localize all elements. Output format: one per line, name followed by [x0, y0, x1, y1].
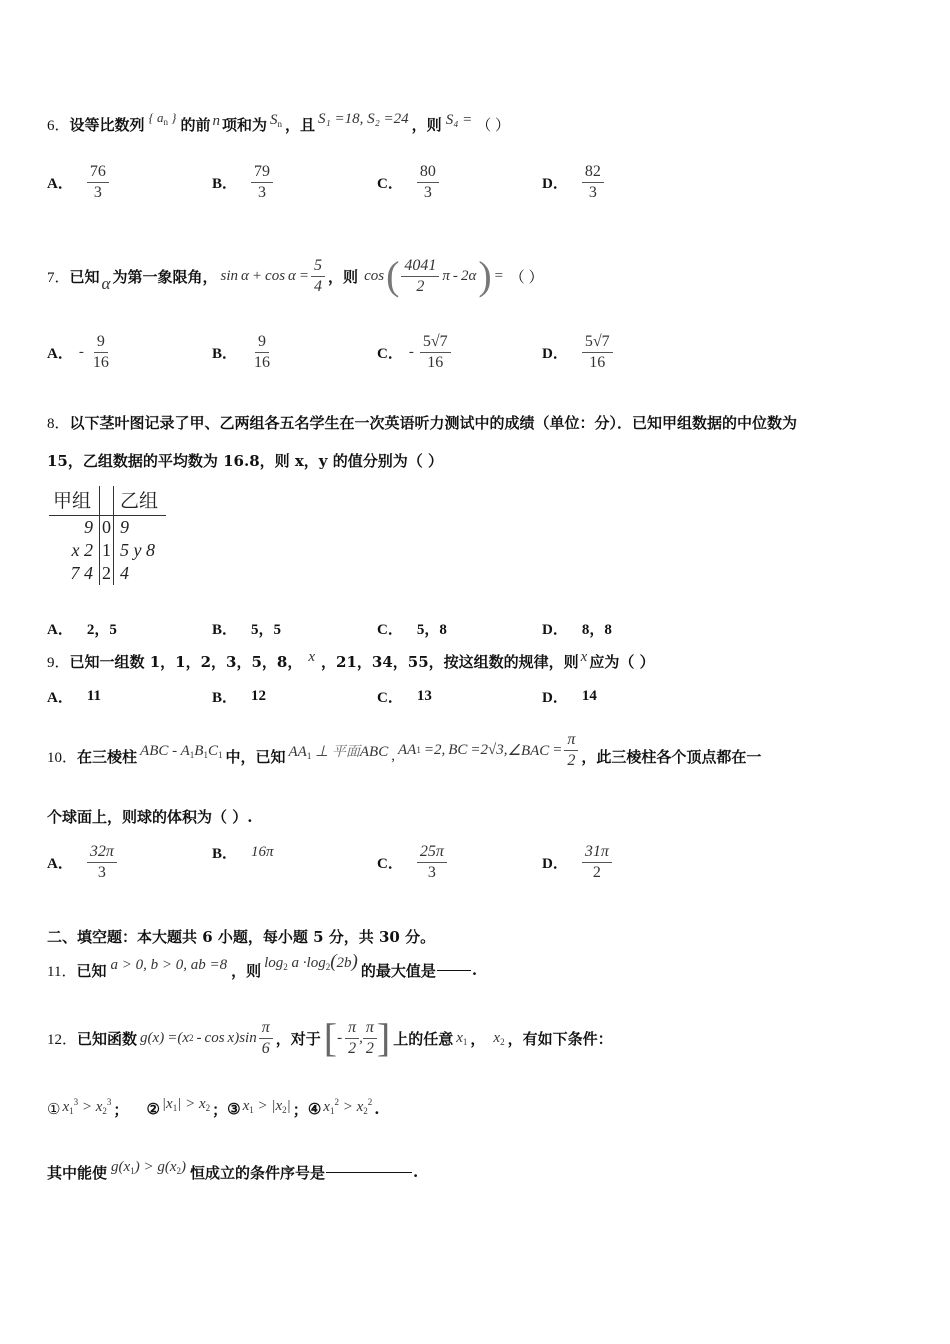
option-c[interactable]: [377, 162, 439, 203]
option-label: B．: [212, 346, 238, 362]
q10-comma: ,: [391, 747, 395, 764]
q11-answer-blank[interactable]: [437, 970, 471, 971]
option-b[interactable]: [212, 332, 273, 373]
option-numerator: 76: [87, 162, 109, 183]
q10-text-1: 在三棱柱: [77, 747, 138, 766]
option-text: 14: [581, 688, 597, 704]
stem-value: 2: [102, 563, 112, 583]
q7-number: 7．: [47, 269, 70, 286]
q12-text-3: 上的任意: [393, 1029, 454, 1048]
condition-1-marker: ①: [47, 1100, 61, 1118]
q9-math-x1: x: [308, 649, 316, 665]
stem-header-right: 乙组: [114, 486, 167, 516]
condition-sep-1: ；: [113, 1100, 129, 1119]
condition-sep-2: ；: [212, 1100, 228, 1119]
option-c[interactable]: [377, 686, 446, 707]
option-a[interactable]: [47, 618, 131, 639]
stem-leaf-right: 9: [114, 516, 167, 540]
condition-end: .: [374, 1100, 380, 1118]
q12-math-x1: $x_1$: [456, 1029, 468, 1047]
option-a[interactable]: [47, 332, 112, 373]
q10-line-2: 个球面上，则球的体积为（ ）.: [47, 808, 253, 826]
condition-4-marker: ④: [307, 1100, 322, 1118]
q7-text-2: 为第一象限角，: [112, 267, 218, 286]
q12-answer-blank[interactable]: [326, 1172, 412, 1173]
option-label: A．: [47, 622, 73, 638]
option-denominator: 2: [592, 864, 601, 881]
q9-text-3: 应为（ ）: [589, 653, 655, 671]
option-d[interactable]: [542, 686, 611, 707]
q11-number: 11．: [47, 963, 77, 980]
option-text: 8，8: [581, 622, 612, 638]
option-label: D．: [542, 622, 568, 638]
q6-math-n: n: [212, 112, 220, 129]
q6-math-sn: $S_n$: [269, 111, 282, 129]
option-numerator: 5√7: [420, 332, 451, 353]
option-label: C．: [377, 346, 403, 362]
option-denominator: 16: [254, 354, 271, 371]
q6-stem: [47, 108, 510, 140]
stem-header-gap: [100, 486, 114, 516]
option-fraction: [87, 842, 117, 883]
q6-paren: （ ）: [476, 117, 511, 134]
option-numerator: 31π: [582, 842, 612, 863]
q12-text-6: 其中能使: [47, 1163, 108, 1182]
q12-text-1: 已知函数: [77, 1029, 138, 1048]
q12-math-x2: $x_2$: [493, 1029, 505, 1047]
q10-math-perp: $AA_1$ ⊥ 平面ABC: [288, 744, 389, 761]
option-numerator: 82: [582, 162, 604, 183]
condition-2-marker: ②: [146, 1100, 160, 1118]
option-d[interactable]: [542, 842, 612, 883]
stem-leaf-right: 4: [114, 562, 167, 585]
q10-text-3: ，此三棱柱各个顶点都在一: [581, 747, 762, 766]
q6-math-an: { $a_n$ }: [148, 109, 177, 127]
stem-value: 0: [102, 517, 112, 537]
option-denominator: 16: [427, 354, 444, 371]
option-denominator: 3: [588, 184, 597, 201]
option-label: B．: [212, 176, 238, 192]
q6-text-5: ，则: [411, 115, 442, 134]
q7-math-cond: sin α + cos α = $\frac{5}{4}$: [220, 256, 325, 297]
option-label: A．: [47, 176, 73, 192]
option-numerator: 5√7: [582, 332, 613, 353]
q10-math-cond: AA 1 =2, BC =2√3, ∠BAC = $\frac{\pi}{2}$: [398, 730, 578, 771]
q12-text-4: ，: [470, 1029, 486, 1048]
stem-leaf-left: 9: [49, 516, 100, 540]
option-c[interactable]: [377, 842, 447, 883]
q12-text-2: ，对于: [275, 1029, 321, 1048]
q6-text-2: 的前: [180, 115, 211, 134]
q8-line-1: [47, 412, 797, 433]
option-label: C．: [377, 690, 403, 706]
stem-leaf-plot: [49, 486, 166, 585]
option-text: 5，8: [416, 622, 447, 638]
q9-stem: [47, 651, 655, 672]
option-text: 16π: [251, 844, 274, 860]
q9-number: 9．: [47, 655, 70, 671]
option-sign: -: [78, 344, 84, 360]
option-label: D．: [542, 346, 568, 362]
q7-text-3: ，则: [328, 267, 359, 286]
q9-text-1: 已知一组数 1，1，2，3，5，8，: [69, 653, 303, 671]
q7-paren: （ ）: [509, 269, 544, 286]
stem-leaf-left: 7 4: [49, 562, 100, 585]
option-a[interactable]: [47, 686, 115, 707]
stem-leaf-left: x 2: [49, 539, 100, 562]
q12-question: [47, 1154, 418, 1190]
q10-math-prism: ABC - $A_1B_1C_1$: [140, 742, 223, 760]
q11-text-4: .: [471, 961, 478, 979]
q12-math-func: g ( x ) =( x 2 - cos x )sin $\frac{\pi}{6}$: [140, 1018, 273, 1059]
option-label: A．: [47, 346, 73, 362]
stem-row: [49, 516, 166, 540]
condition-2: $|x_1| > x_2$: [161, 1095, 211, 1113]
stem-leaf-table: [49, 486, 166, 585]
option-numerator: 32π: [87, 842, 117, 863]
condition-3: $x_1 > |x_2|$: [242, 1097, 291, 1115]
option-denominator: 3: [427, 864, 436, 881]
q12-number: 12．: [47, 1031, 78, 1048]
q8-line-2: 15，乙组数据的平均数为 16.8，则 x，y 的值分别为（ ）: [47, 452, 443, 470]
q6-text-3: 项和为: [221, 115, 267, 134]
q11-math-cond: a > 0, b > 0, ab =8: [110, 956, 228, 973]
option-fraction: [417, 162, 439, 203]
stem-header-left: 甲组: [49, 486, 100, 516]
option-fraction: [90, 332, 112, 373]
q10-text-2: 中，已知: [225, 747, 286, 766]
q8-text-1: 以下茎叶图记录了甲、乙两组各五名学生在一次英语听力测试中的成绩（单位：分）．已知甲组数据的中位数为: [69, 414, 798, 432]
option-numerator: 80: [417, 162, 439, 183]
option-label: A．: [47, 856, 73, 872]
option-d[interactable]: [542, 332, 613, 373]
condition-3-marker: ③: [227, 1100, 241, 1118]
option-fraction: [582, 162, 604, 203]
option-label: B．: [212, 690, 238, 706]
option-numerator: 25π: [417, 842, 447, 863]
option-denominator: 3: [423, 184, 432, 201]
option-label: C．: [377, 176, 403, 192]
q11-text-2: ，则: [231, 961, 262, 980]
stem-value: 1: [102, 540, 112, 560]
q6-text-4: ，且: [284, 115, 315, 134]
option-b[interactable]: [212, 162, 273, 203]
option-c[interactable]: [377, 332, 451, 373]
q12-conditions: [47, 1096, 379, 1122]
q6-math-s4: S₄ =: [445, 111, 473, 128]
q11-stem: [47, 952, 477, 988]
section-2-heading: 二、填空题：本大题共 6 小题，每小题 5 分，共 30 分。: [47, 928, 436, 946]
condition-sep-3: ；: [292, 1100, 308, 1119]
option-d[interactable]: [542, 618, 626, 639]
q8-number: 8．: [47, 416, 70, 432]
q12-math-interval: [ - $\frac{\pi}{2}$ , $\frac{\pi}{2}$ ]: [323, 1015, 391, 1060]
option-b[interactable]: [212, 686, 280, 707]
option-fraction: [582, 842, 612, 883]
q10-stem: [47, 730, 761, 782]
q12-text-5: ，有如下条件：: [507, 1029, 613, 1048]
q6-text-1: 设等比数列: [69, 115, 145, 134]
option-denominator: 3: [93, 184, 102, 201]
q9-text-2: ，21，34，55，按这组数的规律，则: [321, 653, 579, 671]
q11-text-1: 已知: [76, 961, 107, 980]
option-fraction: [582, 332, 613, 373]
option-fraction: [420, 332, 451, 373]
option-b[interactable]: [212, 842, 274, 863]
option-text: 12: [251, 688, 267, 704]
option-label: D．: [542, 690, 568, 706]
option-label: D．: [542, 856, 568, 872]
option-sign: -: [408, 344, 414, 360]
option-label: A．: [47, 690, 73, 706]
option-label: C．: [377, 856, 403, 872]
q11-math-expr: $\log_2 a \cdot\log_2(2b)$: [264, 951, 358, 972]
q12-text-7: 恒成立的条件序号是: [189, 1163, 325, 1182]
q11-text-3: 的最大值是: [360, 961, 436, 980]
condition-4: $x_1^2 > x_2^2$: [323, 1096, 373, 1116]
stem-row: [49, 539, 166, 562]
option-denominator: 16: [92, 354, 109, 371]
q12-math-ineq: $g(x_1) > g(x_2)$: [111, 1158, 186, 1176]
option-label: C．: [377, 622, 403, 638]
option-denominator: 3: [97, 864, 106, 881]
q7-math-expr: cos ( $\frac{4041}{2}$ π - 2 α ) =: [364, 253, 504, 298]
option-c[interactable]: [377, 618, 461, 639]
option-fraction: [251, 332, 273, 373]
stem-leaf-right: 5 y 8: [114, 539, 167, 562]
option-b[interactable]: [212, 618, 295, 639]
option-text: 11: [86, 688, 102, 704]
option-fraction: [87, 162, 109, 203]
option-a[interactable]: [47, 842, 117, 883]
option-numerator: 79: [251, 162, 273, 183]
option-text: 5，5: [251, 622, 282, 638]
q7-math-alpha: α: [101, 274, 111, 293]
option-text: 2，5: [86, 622, 117, 638]
q6-math-cond: S₁ =18, S₂ =24: [317, 110, 409, 127]
option-numerator: 9: [94, 332, 108, 353]
q10-number: 10．: [47, 749, 78, 766]
q7-stem: [47, 248, 544, 304]
option-fraction: [417, 842, 447, 883]
option-numerator: 9: [255, 332, 269, 353]
q6-number: 6．: [47, 117, 70, 134]
option-text: 13: [416, 688, 432, 704]
option-label: B．: [212, 622, 238, 638]
option-fraction: [251, 162, 273, 203]
q7-text-1: 已知: [69, 267, 100, 286]
stem-row: [49, 562, 166, 585]
option-a[interactable]: [47, 162, 109, 203]
option-d[interactable]: [542, 162, 604, 203]
option-label: D．: [542, 176, 568, 192]
option-denominator: 16: [589, 354, 606, 371]
q12-stem: [47, 1012, 613, 1064]
option-label: B．: [212, 846, 238, 862]
q12-text-8: .: [413, 1163, 419, 1181]
condition-1: $x_1^3 > x_2^3$: [62, 1096, 112, 1116]
option-denominator: 3: [258, 184, 267, 201]
q9-math-x2: x: [580, 649, 588, 665]
